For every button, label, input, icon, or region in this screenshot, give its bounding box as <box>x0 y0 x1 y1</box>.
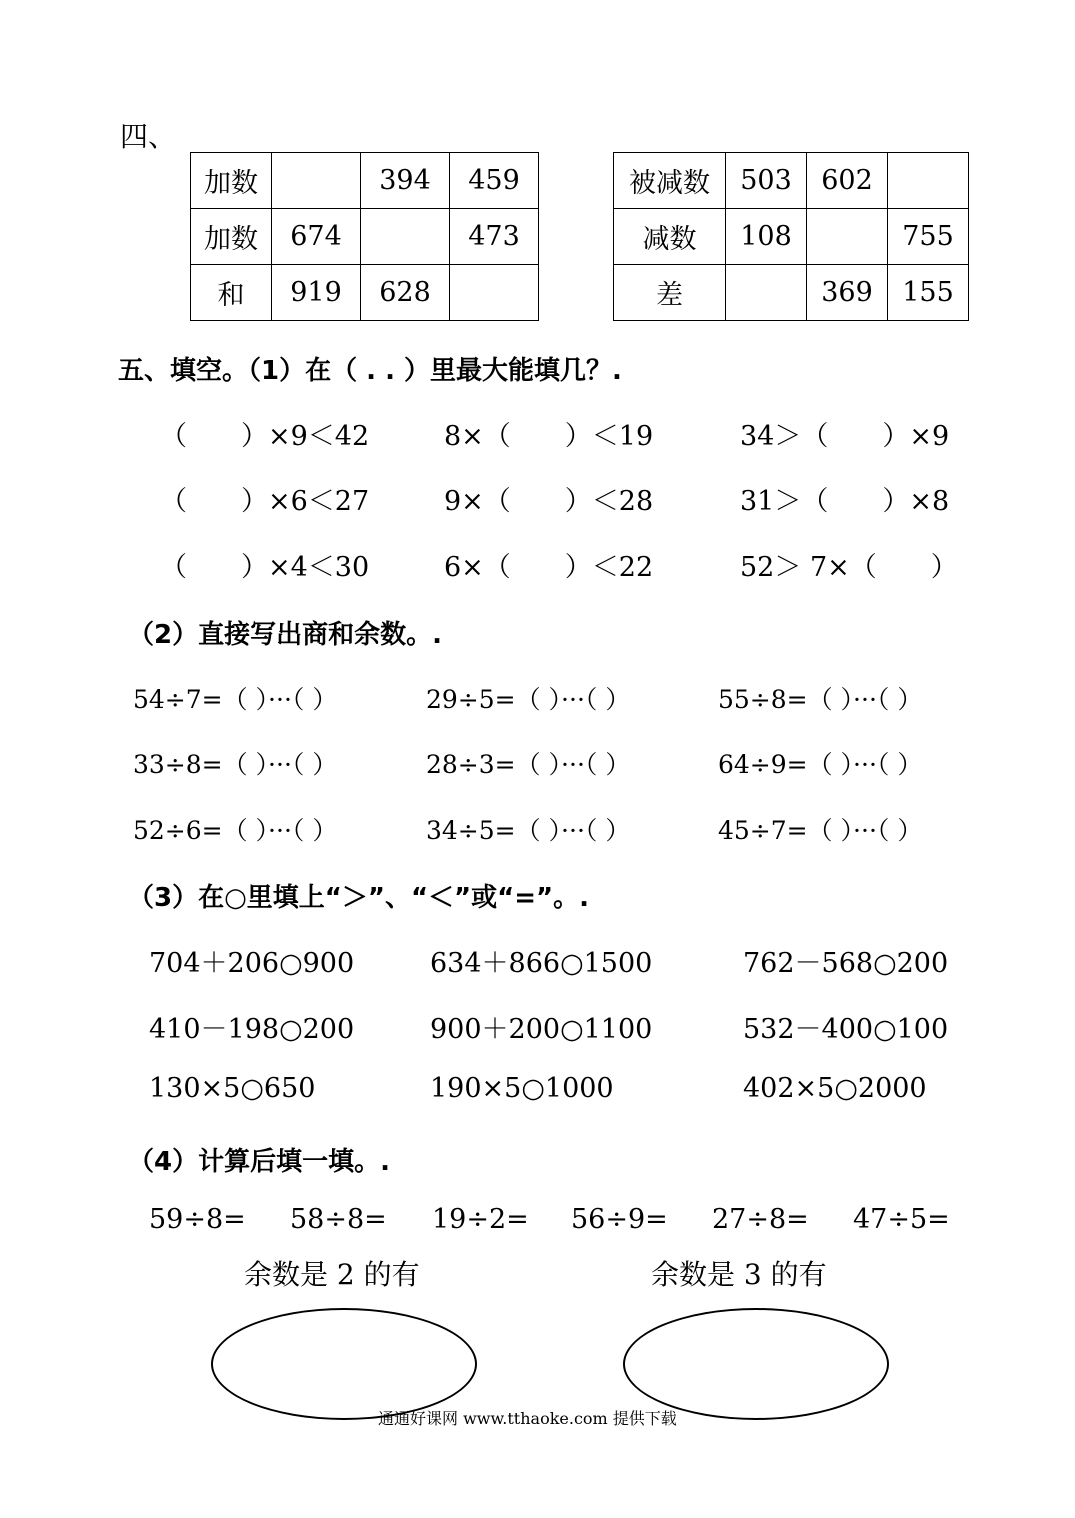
remainder-3-label: 余数是 3 的有 <box>651 1258 827 1291</box>
section-5-title: 五、填空。（1）在（ . . ）里最大能填几？. <box>118 356 622 386</box>
problem: 29÷5=（ ）···（ ） <box>426 685 631 714</box>
problem: 900＋200○1100 <box>430 1014 653 1045</box>
cell: 被减数 <box>614 153 726 209</box>
problem: 8×（ ）＜19 <box>444 421 654 452</box>
part2-title: （2）直接写出商和余数。. <box>128 620 442 650</box>
problem: 402×5○2000 <box>743 1073 927 1104</box>
problem: 59÷8= <box>149 1204 246 1235</box>
cell: 674 <box>272 209 361 265</box>
problem: 34÷5=（ ）···（ ） <box>426 816 631 845</box>
cell: 和 <box>191 265 272 321</box>
cell: 减数 <box>614 209 726 265</box>
problem: （ ）×6＜27 <box>160 486 370 517</box>
cell <box>450 265 539 321</box>
cell: 加数 <box>191 209 272 265</box>
problem: 130×5○650 <box>149 1073 316 1104</box>
problem: 58÷8= <box>290 1204 387 1235</box>
part3-title: （3）在○里填上“＞”、“＜”或“=”。. <box>128 883 589 913</box>
subtraction-table <box>613 152 969 321</box>
problem: 52＞ 7×（ ） <box>740 552 958 583</box>
cell: 503 <box>726 153 807 209</box>
remainder-2-label: 余数是 2 的有 <box>244 1258 420 1291</box>
cell: 369 <box>807 265 888 321</box>
problem: 9×（ ）＜28 <box>444 486 654 517</box>
problem: 55÷8=（ ）···（ ） <box>718 685 923 714</box>
problem: 47÷5= <box>853 1204 950 1235</box>
problem: 634＋866○1500 <box>430 948 653 979</box>
problem: 6×（ ）＜22 <box>444 552 654 583</box>
problem: 52÷6=（ ）···（ ） <box>133 816 338 845</box>
problem: 27÷8= <box>712 1204 809 1235</box>
cell <box>272 153 361 209</box>
problem: （ ）×4＜30 <box>160 552 370 583</box>
problem: 532－400○100 <box>743 1014 949 1045</box>
addition-table <box>190 152 539 321</box>
problem: 762－568○200 <box>743 948 949 979</box>
cell <box>726 265 807 321</box>
problem: 190×5○1000 <box>430 1073 614 1104</box>
cell: 108 <box>726 209 807 265</box>
problem: 33÷8=（ ）···（ ） <box>133 750 338 779</box>
footer-text: 通通好课网 www.tthaoke.com 提供下载 <box>378 1409 677 1428</box>
part4-title: （4）计算后填一填。. <box>128 1147 390 1177</box>
section-4-label: 四、 <box>120 120 177 153</box>
problem: 19÷2= <box>432 1204 529 1235</box>
problem: 54÷7=（ ）···（ ） <box>133 685 338 714</box>
problem: （ ）×9＜42 <box>160 421 370 452</box>
remainder-3-ellipse <box>623 1308 889 1420</box>
cell: 919 <box>272 265 361 321</box>
cell <box>361 209 450 265</box>
cell: 628 <box>361 265 450 321</box>
problem: 31＞（ ）×8 <box>740 486 950 517</box>
problem: 64÷9=（ ）···（ ） <box>718 750 923 779</box>
problem: 28÷3=（ ）···（ ） <box>426 750 631 779</box>
cell: 155 <box>888 265 969 321</box>
problem: 34＞（ ）×9 <box>740 421 950 452</box>
cell: 459 <box>450 153 539 209</box>
cell <box>888 153 969 209</box>
cell: 602 <box>807 153 888 209</box>
remainder-2-ellipse <box>211 1308 477 1420</box>
problem: 410－198○200 <box>149 1014 355 1045</box>
problem: 56÷9= <box>571 1204 668 1235</box>
cell: 加数 <box>191 153 272 209</box>
cell: 473 <box>450 209 539 265</box>
problem: 45÷7=（ ）···（ ） <box>718 816 923 845</box>
cell <box>807 209 888 265</box>
cell: 394 <box>361 153 450 209</box>
problem: 704＋206○900 <box>149 948 355 979</box>
cell: 差 <box>614 265 726 321</box>
cell: 755 <box>888 209 969 265</box>
